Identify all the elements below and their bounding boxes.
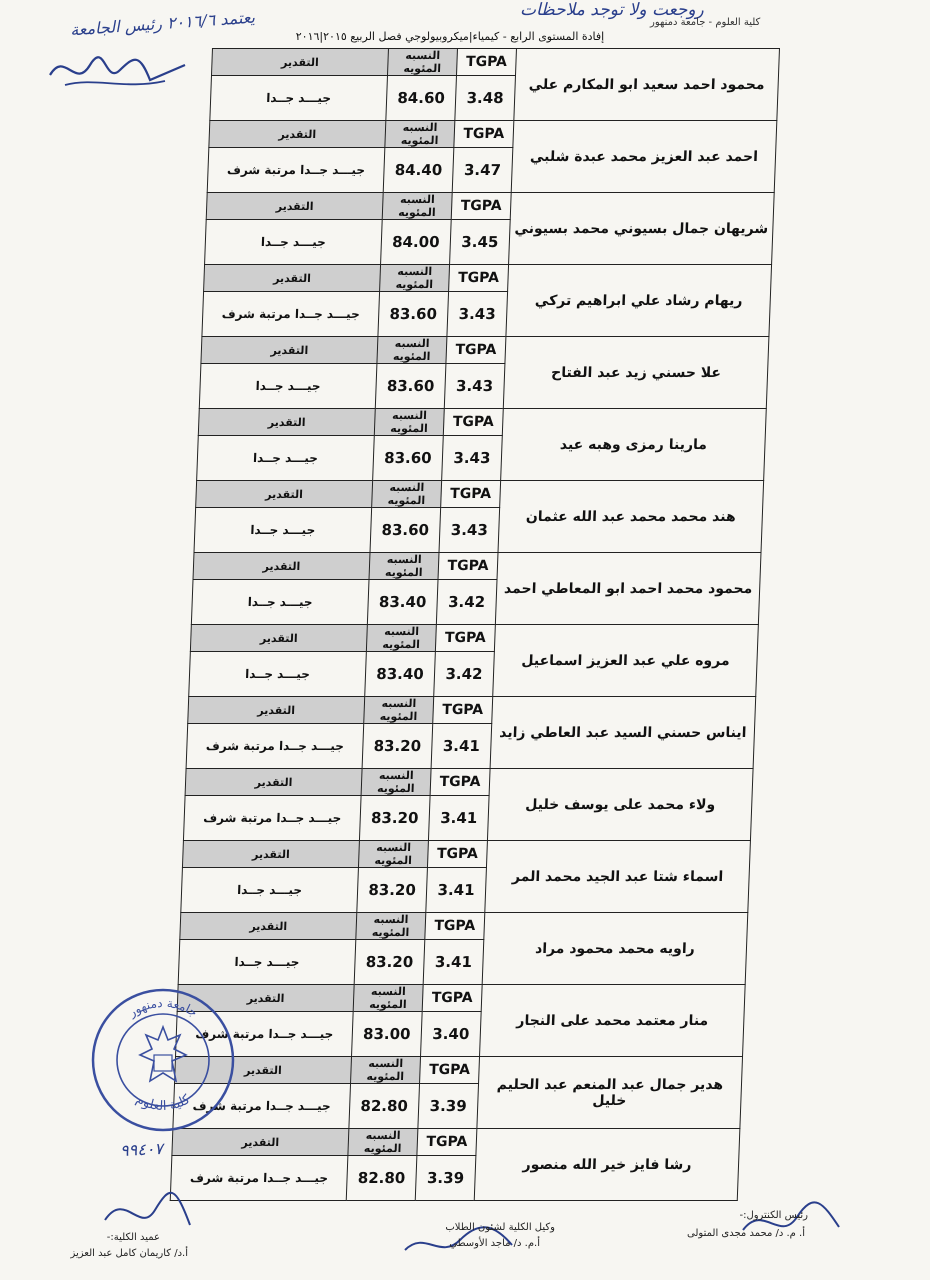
student-name: ريهام رشاد علي ابراهيم تركي xyxy=(506,265,772,337)
grade-value: جيـــد جــدا xyxy=(189,652,367,697)
percentage-value: 83.20 xyxy=(359,796,430,841)
percentage-header: النسبه المئويه xyxy=(366,625,436,652)
tgpa-header: TGPA xyxy=(451,193,511,220)
dean-title: عميد الكلية:- xyxy=(106,1232,160,1243)
percentage-header: النسبه المئويه xyxy=(382,193,452,220)
grade-value: جيـــد جــدا مرتبة شرف xyxy=(183,796,361,841)
tgpa-value: 3.42 xyxy=(436,580,497,625)
handwritten-review-note: روجعت ولا توجد ملاحظات xyxy=(520,0,704,20)
student-name: مارينا رمزى وهبه عيد xyxy=(501,409,767,481)
grade-header: التقدير xyxy=(211,49,388,76)
grade-value: جيـــد جــدا مرتبة شرف xyxy=(176,1012,354,1057)
header-row xyxy=(185,769,753,796)
header-row xyxy=(182,841,750,868)
percentage-header: النسبه المئويه xyxy=(369,553,439,580)
tgpa-header: TGPA xyxy=(435,625,495,652)
percentage-value: 83.60 xyxy=(370,508,441,553)
header-row xyxy=(206,193,774,220)
tgpa-value: 3.48 xyxy=(455,76,516,121)
header-row xyxy=(180,913,748,940)
student-name: ولاء محمد على يوسف خليل xyxy=(487,769,753,841)
percentage-header: النسبه المئويه xyxy=(377,337,447,364)
tgpa-value: 3.41 xyxy=(426,868,487,913)
percentage-value: 83.40 xyxy=(367,580,438,625)
grade-header: التقدير xyxy=(190,625,367,652)
percentage-header: النسبه المئويه xyxy=(353,985,423,1012)
tgpa-value: 3.40 xyxy=(421,1012,482,1057)
grades-table-body xyxy=(170,49,779,1201)
percentage-value: 83.20 xyxy=(354,940,425,985)
grade-header: التقدير xyxy=(198,409,375,436)
student-name: علا حسني زيد عبد الفتاح xyxy=(503,337,769,409)
grade-header: التقدير xyxy=(204,265,381,292)
header-row xyxy=(196,481,764,508)
tgpa-value: 3.43 xyxy=(439,508,500,553)
grade-value: جيـــد جــدا مرتبة شرف xyxy=(173,1084,351,1129)
grade-value: جيـــد جــدا xyxy=(205,220,383,265)
grade-header: التقدير xyxy=(209,121,386,148)
percentage-header: النسبه المئويه xyxy=(356,913,426,940)
grade-header: التقدير xyxy=(201,337,378,364)
header-row xyxy=(198,409,766,436)
percentage-value: 83.60 xyxy=(373,436,444,481)
percentage-value: 83.40 xyxy=(365,652,436,697)
percentage-value: 83.20 xyxy=(357,868,428,913)
grade-value: جيـــد جــدا xyxy=(178,940,356,985)
student-name: منار معتمد محمد على النجار xyxy=(480,985,746,1057)
percentage-header: النسبه المئويه xyxy=(387,49,457,76)
student-name: محمود احمد سعيد ابو المكارم علي xyxy=(514,49,780,121)
grade-value: جيـــد جــدا مرتبة شرف xyxy=(207,148,385,193)
student-name: شريهان جمال بسيوني محمد بسيوني xyxy=(509,193,775,265)
grade-header: التقدير xyxy=(206,193,383,220)
university-line: كلية العلوم - جامعة دمنهور xyxy=(650,17,761,28)
control-head-title: رئيس الكنترول:- xyxy=(739,1210,808,1221)
grade-value: جيـــد جــدا مرتبة شرف xyxy=(186,724,364,769)
faculty-seal xyxy=(88,985,238,1135)
tgpa-header: TGPA xyxy=(443,409,503,436)
seal-bottom-text: كلية العلوم xyxy=(133,1092,193,1114)
tgpa-header: TGPA xyxy=(427,841,487,868)
grade-header: التقدير xyxy=(180,913,357,940)
grade-value: جيـــد جــدا xyxy=(181,868,359,913)
header-row xyxy=(175,1057,743,1084)
percentage-header: النسبه المئويه xyxy=(385,121,455,148)
tgpa-header: TGPA xyxy=(417,1129,477,1156)
tgpa-header: TGPA xyxy=(441,481,501,508)
student-name: رشا فايز خير الله منصور xyxy=(474,1129,740,1201)
tgpa-value: 3.43 xyxy=(442,436,503,481)
grade-value: جيـــد جــدا مرتبة شرف xyxy=(202,292,380,337)
dean-name: أ.د/ كاريمان كامل عبد العزيز xyxy=(70,1248,188,1259)
header-row xyxy=(177,985,745,1012)
tgpa-value: 3.41 xyxy=(431,724,492,769)
header-row xyxy=(190,625,758,652)
student-name: احمد عبد العزيز محمد عبدة شلبي xyxy=(511,121,777,193)
tgpa-header: TGPA xyxy=(438,553,498,580)
percentage-value: 83.20 xyxy=(362,724,433,769)
header-row xyxy=(188,697,756,724)
tgpa-header: TGPA xyxy=(425,913,485,940)
percentage-value: 82.80 xyxy=(349,1084,420,1129)
percentage-header: النسبه المئويه xyxy=(348,1129,418,1156)
control-head-name: أ. م. د/ محمد مجدى المتولى xyxy=(687,1228,805,1239)
percentage-header: النسبه المئويه xyxy=(380,265,450,292)
president-signature xyxy=(45,45,195,95)
svg-text:جامعة دمنهور xyxy=(125,996,200,1021)
tgpa-value: 3.43 xyxy=(447,292,508,337)
percentage-value: 83.00 xyxy=(352,1012,423,1057)
tgpa-header: TGPA xyxy=(422,985,482,1012)
percentage-header: النسبه المئويه xyxy=(372,481,442,508)
header-row xyxy=(211,49,779,76)
percentage-header: النسبه المئويه xyxy=(364,697,434,724)
grade-value: جيـــد جــدا xyxy=(199,364,377,409)
grades-table xyxy=(170,48,780,1201)
percentage-header: النسبه المئويه xyxy=(351,1057,421,1084)
grade-value: جيـــد جــدا xyxy=(194,508,372,553)
tgpa-value: 3.42 xyxy=(434,652,495,697)
svg-text:كلية العلوم xyxy=(133,1092,193,1114)
page-title: إفادة المستوى الرابع - كيمياء|ميكروبيولوجي فصل الربيع ٢٠١٥|٢٠١٦ xyxy=(295,30,605,43)
student-name: هدير جمال عبد المنعم عبد الحليم خليل xyxy=(477,1057,743,1129)
tgpa-header: TGPA xyxy=(420,1057,480,1084)
header-row xyxy=(193,553,761,580)
dean-signature xyxy=(95,1180,205,1240)
student-name: اسماء شتا عبد الجيد محمد المر xyxy=(485,841,751,913)
grade-header: التقدير xyxy=(185,769,362,796)
percentage-value: 84.60 xyxy=(386,76,457,121)
student-name: محمود محمد احمد ابو المعاطي احمد xyxy=(495,553,761,625)
student-name: مروه علي عبد العزيز اسماعيل xyxy=(493,625,759,697)
student-name: هند محمد محمد عبد الله عثمان xyxy=(498,481,764,553)
student-name: ايناس حسني السيد عبد العاطي زايد xyxy=(490,697,756,769)
tgpa-header: TGPA xyxy=(446,337,506,364)
percentage-header: النسبه المئويه xyxy=(374,409,444,436)
tgpa-header: TGPA xyxy=(449,265,509,292)
tgpa-value: 3.39 xyxy=(415,1156,476,1201)
percentage-header: النسبه المئويه xyxy=(361,769,431,796)
percentage-value: 83.60 xyxy=(375,364,446,409)
tgpa-header: TGPA xyxy=(454,121,514,148)
vice-dean-title: وكيل الكلية لشئون الطلاب xyxy=(445,1222,555,1233)
tgpa-value: 3.43 xyxy=(444,364,505,409)
grade-header: التقدير xyxy=(193,553,370,580)
tgpa-value: 3.39 xyxy=(418,1084,479,1129)
student-name: راويه محمد محمود مراد xyxy=(482,913,748,985)
percentage-value: 84.00 xyxy=(381,220,452,265)
percentage-value: 82.80 xyxy=(346,1156,417,1201)
grade-header: التقدير xyxy=(175,1057,352,1084)
seal-top-text: جامعة دمنهور xyxy=(125,995,201,1020)
header-row xyxy=(209,121,777,148)
grade-header: التقدير xyxy=(196,481,373,508)
header-row xyxy=(204,265,772,292)
grade-header: التقدير xyxy=(182,841,359,868)
handwritten-code: ٩٩٤٠٧ xyxy=(119,1138,164,1161)
grade-header: التقدير xyxy=(172,1129,349,1156)
tgpa-value: 3.47 xyxy=(452,148,513,193)
tgpa-value: 3.41 xyxy=(423,940,484,985)
percentage-value: 83.60 xyxy=(378,292,449,337)
header-row xyxy=(201,337,769,364)
tgpa-header: TGPA xyxy=(433,697,493,724)
grade-header: التقدير xyxy=(177,985,354,1012)
tgpa-value: 3.41 xyxy=(428,796,489,841)
grade-value: جيـــد جــدا مرتبة شرف xyxy=(170,1156,348,1201)
grade-value: جيـــد جــدا xyxy=(197,436,375,481)
header-row xyxy=(172,1129,740,1156)
grade-header: التقدير xyxy=(188,697,365,724)
handwritten-approval-note: يعتمد ٢٠١٦/٦ رئيس الجامعة xyxy=(69,7,256,40)
vice-dean-name: أ.م. د/ ماجد الأوسطي xyxy=(449,1238,540,1249)
grade-value: جيـــد جــدا xyxy=(191,580,369,625)
tgpa-header: TGPA xyxy=(430,769,490,796)
grade-value: جيـــد جــدا xyxy=(210,76,388,121)
percentage-header: النسبه المئويه xyxy=(358,841,428,868)
tgpa-header: TGPA xyxy=(456,49,516,76)
tgpa-value: 3.45 xyxy=(450,220,511,265)
percentage-value: 84.40 xyxy=(383,148,454,193)
